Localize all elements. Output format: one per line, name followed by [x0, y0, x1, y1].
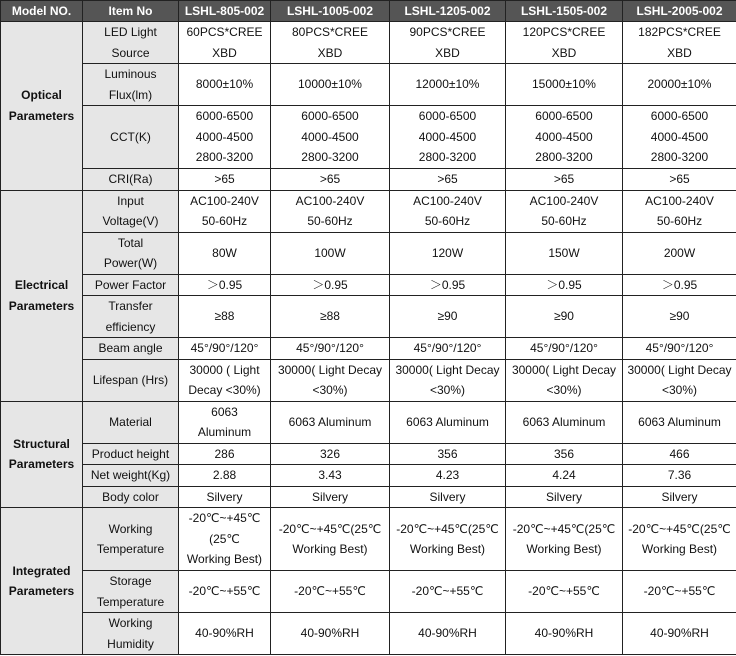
label-line: Power(W)	[103, 256, 158, 270]
cell: >65	[506, 169, 623, 191]
cell	[179, 401, 271, 443]
cell: >65	[179, 169, 271, 191]
value-line: AC100-240V	[529, 193, 599, 208]
cell: 20000±10%	[623, 64, 736, 106]
cell	[271, 106, 390, 169]
value-line: 4000-4500	[418, 129, 477, 144]
value-line: -20℃~+45℃(25℃	[278, 521, 382, 536]
cell	[506, 190, 623, 232]
header-model-4: LSHL-1505-002	[506, 1, 623, 22]
label-cct: CCT(K)	[83, 106, 179, 169]
value-line: 4000-4500	[535, 129, 593, 144]
value-line: 6000-6500	[535, 109, 593, 124]
header-model-no: Model NO.	[1, 1, 83, 22]
value-line: 6000-6500	[195, 109, 254, 124]
value-line: AC100-240V	[413, 193, 482, 208]
value-line: XBD	[667, 45, 692, 60]
cell	[271, 359, 390, 401]
label-cri: CRI(Ra)	[83, 169, 179, 191]
cell: 6063 Aluminum	[506, 401, 623, 443]
value-line: 30000 ( Light	[189, 362, 260, 377]
cell: 356	[506, 443, 623, 465]
row-cct	[1, 106, 736, 169]
cell: 45°/90°/120°	[390, 338, 506, 360]
value-line: 30000( Light Decay	[627, 362, 732, 377]
cell	[623, 22, 736, 64]
cell: 200W	[623, 232, 736, 274]
row-beam-angle	[1, 338, 736, 360]
cell: ＞0.95	[623, 274, 736, 296]
value-line: XBD	[317, 45, 343, 60]
label-line: Transfer	[108, 299, 153, 313]
cell: 45°/90°/120°	[506, 338, 623, 360]
cell: -20℃~+55℃	[623, 571, 736, 613]
label-line: Luminous	[104, 67, 157, 81]
cell: Silvery	[271, 486, 390, 508]
group-structural-line2: Parameters	[8, 457, 75, 472]
label-humidity	[83, 613, 179, 655]
value-line: Working Best)	[526, 542, 602, 556]
cell: 45°/90°/120°	[179, 338, 271, 360]
value-line: 30000( Light Decay	[277, 362, 383, 377]
cell	[623, 106, 736, 169]
cell	[179, 359, 271, 401]
label-working-temp	[83, 508, 179, 571]
cell: ＞0.95	[506, 274, 623, 296]
cell	[506, 106, 623, 169]
label-line: Temperature	[96, 542, 165, 556]
cell: >65	[271, 169, 390, 191]
cell: 6063 Aluminum	[390, 401, 506, 443]
value-line: AC100-240V	[295, 193, 365, 208]
value-line: -20℃~+45℃(25℃	[628, 521, 731, 536]
row-flux	[1, 64, 736, 106]
header-model-1: LSHL-805-002	[179, 1, 271, 22]
row-body-color	[1, 486, 736, 508]
cell: 12000±10%	[390, 64, 506, 106]
cell	[390, 359, 506, 401]
value-line: 50-60Hz	[541, 214, 587, 228]
value-line: -20℃~+45℃(25℃	[512, 521, 616, 536]
row-voltage	[1, 190, 736, 232]
value-line: 50-60Hz	[307, 214, 353, 228]
value-line: 182PCS*CREE	[638, 25, 721, 39]
label-line: Temperature	[96, 594, 165, 609]
value-line: Working Best)	[641, 542, 718, 556]
cell: 7.36	[623, 465, 736, 487]
value-line: -20℃~+45℃	[188, 511, 261, 526]
value-line: 4000-4500	[650, 129, 709, 144]
row-led	[1, 22, 736, 64]
value-line: 90PCS*CREE	[409, 25, 486, 39]
label-led	[83, 22, 179, 64]
cell: 356	[390, 443, 506, 465]
cell: 45°/90°/120°	[623, 338, 736, 360]
value-line: 6063	[211, 404, 238, 419]
value-line: 60PCS*CREE	[186, 25, 263, 39]
cell: -20℃~+55℃	[271, 571, 390, 613]
value-line: 30000( Light Decay	[511, 362, 617, 377]
value-line: Aluminum	[197, 425, 252, 439]
label-line: Storage	[109, 574, 152, 588]
cell: ≥88	[271, 296, 390, 338]
header-model-5: LSHL-2005-002	[623, 1, 736, 22]
value-line: AC100-240V	[645, 193, 714, 208]
value-line: Working Best)	[409, 542, 486, 556]
row-lifespan	[1, 359, 736, 401]
label-voltage	[83, 190, 179, 232]
group-integrated	[1, 508, 83, 655]
label-power	[83, 232, 179, 274]
value-line: 6000-6500	[301, 109, 359, 124]
cell	[506, 508, 623, 571]
cell: ＞0.95	[179, 274, 271, 296]
cell: 326	[271, 443, 390, 465]
cell: >65	[623, 169, 736, 191]
label-line: Total	[117, 235, 144, 250]
cell	[623, 359, 736, 401]
group-electrical-line1: Electrical	[14, 278, 69, 292]
cell	[623, 190, 736, 232]
value-line: 6000-6500	[650, 109, 709, 124]
value-line: Working Best)	[292, 542, 368, 556]
value-line: (25℃	[209, 531, 240, 546]
group-electrical-line2: Parameters	[8, 298, 75, 313]
value-line: 2800-3200	[195, 150, 254, 165]
label-line: LED Light	[104, 25, 157, 39]
cell: -20℃~+55℃	[506, 571, 623, 613]
label-line: Voltage(V)	[102, 214, 159, 228]
label-efficiency	[83, 296, 179, 338]
cell: 120W	[390, 232, 506, 274]
cell: 80W	[179, 232, 271, 274]
label-net-weight: Net weight(Kg)	[83, 465, 179, 487]
value-line: 2800-3200	[650, 150, 709, 165]
cell	[390, 508, 506, 571]
value-line: <30%)	[546, 383, 582, 397]
value-line: <30%)	[661, 383, 698, 397]
cell: Silvery	[506, 486, 623, 508]
header-row	[1, 1, 736, 22]
cell: ≥90	[623, 296, 736, 338]
cell: Silvery	[179, 486, 271, 508]
value-line: 4000-4500	[301, 129, 359, 144]
cell: 10000±10%	[271, 64, 390, 106]
cell: 40-90%RH	[271, 613, 390, 655]
cell	[506, 22, 623, 64]
cell: 40-90%RH	[623, 613, 736, 655]
value-line: 2800-3200	[301, 150, 359, 165]
group-structural-line1: Structural	[13, 436, 70, 451]
cell: 6063 Aluminum	[623, 401, 736, 443]
label-line: efficiency	[105, 319, 156, 334]
value-line: 80PCS*CREE	[291, 25, 369, 39]
group-structural	[1, 401, 83, 508]
label-line: Input	[117, 193, 144, 208]
cell: 286	[179, 443, 271, 465]
label-body-color: Body color	[83, 486, 179, 508]
label-line: Working	[108, 616, 153, 630]
value-line: -20℃~+45℃(25℃	[396, 521, 499, 536]
cell: 100W	[271, 232, 390, 274]
header-model-2: LSHL-1005-002	[271, 1, 390, 22]
value-line: <30%)	[429, 383, 466, 397]
value-line: 50-60Hz	[656, 214, 703, 228]
row-efficiency	[1, 296, 736, 338]
value-line: 30000( Light Decay	[395, 362, 500, 377]
cell: Silvery	[390, 486, 506, 508]
cell	[271, 508, 390, 571]
cell: ≥90	[390, 296, 506, 338]
cell: ≥88	[179, 296, 271, 338]
cell: 6063 Aluminum	[271, 401, 390, 443]
cell	[390, 22, 506, 64]
row-storage-temp	[1, 571, 736, 613]
cell	[179, 22, 271, 64]
group-optical-line1: Optical	[21, 88, 62, 103]
value-line: XBD	[551, 45, 577, 60]
cell: 2.88	[179, 465, 271, 487]
cell: 4.23	[390, 465, 506, 487]
group-integrated-line1: Integrated	[12, 563, 71, 578]
value-line: 50-60Hz	[201, 214, 248, 228]
cell: ＞0.95	[271, 274, 390, 296]
label-power-factor: Power Factor	[83, 274, 179, 296]
cell	[179, 190, 271, 232]
header-item-no: Item No	[83, 1, 179, 22]
cell: 15000±10%	[506, 64, 623, 106]
value-line: 6000-6500	[418, 109, 477, 124]
value-line: 50-60Hz	[424, 214, 471, 228]
label-line: Humidity	[107, 636, 154, 651]
label-product-height: Product height	[83, 443, 179, 465]
row-cri	[1, 169, 736, 191]
label-storage-temp	[83, 571, 179, 613]
cell: ≥90	[506, 296, 623, 338]
row-working-temp	[1, 508, 736, 571]
row-power-factor	[1, 274, 736, 296]
cell: 3.43	[271, 465, 390, 487]
cell	[179, 106, 271, 169]
value-line: Decay <30%)	[188, 383, 261, 397]
cell: ＞0.95	[390, 274, 506, 296]
cell: -20℃~+55℃	[390, 571, 506, 613]
label-line: Working	[108, 521, 153, 536]
label-lifespan: Lifespan (Hrs)	[83, 359, 179, 401]
group-integrated-line2: Parameters	[8, 584, 75, 598]
label-beam-angle: Beam angle	[83, 338, 179, 360]
group-optical-line2: Parameters	[8, 108, 75, 123]
cell	[179, 508, 271, 571]
value-line: XBD	[435, 45, 460, 60]
label-line: Source	[111, 45, 150, 60]
value-line: 120PCS*CREE	[522, 25, 606, 39]
label-material: Material	[83, 401, 179, 443]
cell	[271, 22, 390, 64]
value-line: Working Best)	[186, 552, 263, 567]
value-line: 2800-3200	[418, 150, 477, 165]
row-net-weight	[1, 465, 736, 487]
cell: 8000±10%	[179, 64, 271, 106]
cell: -20℃~+55℃	[179, 571, 271, 613]
row-product-height	[1, 443, 736, 465]
value-line: 4000-4500	[195, 129, 254, 144]
value-line: 2800-3200	[535, 150, 593, 165]
row-material	[1, 401, 736, 443]
cell: >65	[390, 169, 506, 191]
row-humidity	[1, 613, 736, 655]
label-line: Flux(lm)	[108, 87, 153, 102]
group-optical	[1, 22, 83, 191]
cell: 40-90%RH	[506, 613, 623, 655]
value-line: <30%)	[312, 383, 348, 397]
value-line: AC100-240V	[190, 193, 259, 208]
cell: 40-90%RH	[390, 613, 506, 655]
cell: 466	[623, 443, 736, 465]
header-model-3: LSHL-1205-002	[390, 1, 506, 22]
cell	[271, 190, 390, 232]
cell: 150W	[506, 232, 623, 274]
cell	[390, 106, 506, 169]
group-electrical	[1, 190, 83, 401]
cell	[623, 508, 736, 571]
value-line: XBD	[212, 45, 237, 60]
cell: 4.24	[506, 465, 623, 487]
label-flux	[83, 64, 179, 106]
cell: 45°/90°/120°	[271, 338, 390, 360]
cell: Silvery	[623, 486, 736, 508]
cell	[506, 359, 623, 401]
cell: 40-90%RH	[179, 613, 271, 655]
cell	[390, 190, 506, 232]
row-power	[1, 232, 736, 274]
